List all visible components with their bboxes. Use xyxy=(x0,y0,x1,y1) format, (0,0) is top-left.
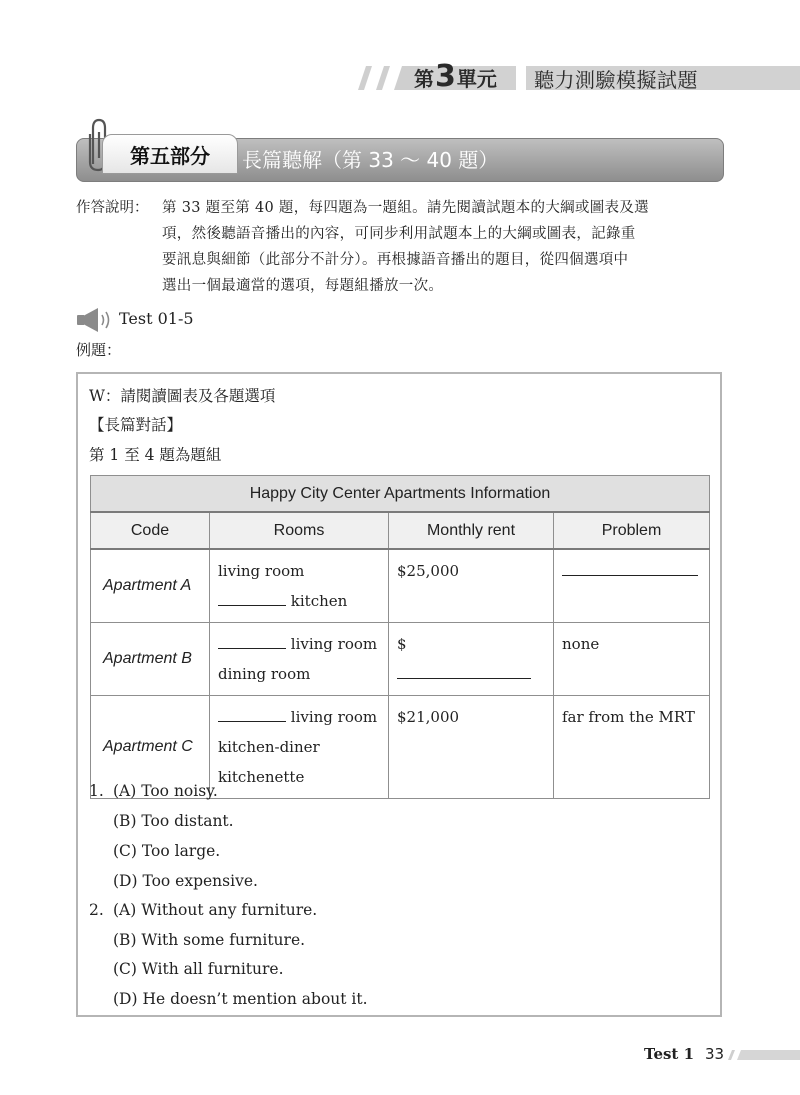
problem-cell: none xyxy=(554,623,710,696)
room-name: living room xyxy=(290,635,378,653)
table-row xyxy=(91,549,710,623)
rent-cell: $25,000 xyxy=(389,549,554,623)
question-number: 2. xyxy=(89,901,104,919)
room-item-with-blank xyxy=(218,629,380,659)
rooms-cell xyxy=(210,623,389,696)
rooms-cell xyxy=(210,696,389,799)
question-number: 1. xyxy=(89,782,104,800)
room-item: dining room xyxy=(218,665,311,683)
column-header: Monthly rent xyxy=(389,512,554,549)
chapter-title: 聽力測驗模擬試題 xyxy=(534,68,698,92)
instructions-line: 項，然後聽語音播出的內容，可同步利用試題本上的大綱或圖表，記錄重 xyxy=(162,226,636,242)
footer-test-label: Test 1 xyxy=(644,1045,695,1063)
problem-cell xyxy=(554,549,710,623)
instructions-line: 選出一個最適當的選項，每題組播放一次。 xyxy=(162,278,444,294)
room-item: kitchenette xyxy=(218,768,305,786)
example-label: 例題： xyxy=(76,341,122,359)
rent-cell xyxy=(389,623,554,696)
answer-blank xyxy=(218,707,286,722)
header-bar-gap xyxy=(516,66,526,90)
unit-number: 3 xyxy=(435,59,456,94)
room-item-with-blank xyxy=(218,702,380,732)
room-name: kitchen xyxy=(290,592,348,610)
room-item-with-blank xyxy=(218,586,380,616)
answer-option: (C) With all furniture. xyxy=(113,960,284,978)
section-title: 長篇聽解（第 33 ～ 40 題） xyxy=(242,148,499,172)
instructions-line: 第 33 題至第 40 題，每四題為一題組。請先閱讀試題本的大綱或圖表及選 xyxy=(162,200,649,216)
unit-suffix: 單元 xyxy=(456,67,497,91)
rooms-cell xyxy=(210,549,389,623)
answer-blank xyxy=(562,561,698,576)
audio-track-label: Test 01-5 xyxy=(119,309,194,328)
table-caption: Happy City Center Apartments Information xyxy=(91,476,710,513)
instructions-label: 作答說明： xyxy=(76,200,149,216)
footer-stripes-decoration xyxy=(728,1050,800,1060)
apartments-table xyxy=(90,475,710,799)
unit-prefix: 第 xyxy=(414,67,434,91)
answer-option: (D) He doesn’t mention about it. xyxy=(113,990,368,1008)
column-header: Problem xyxy=(554,512,710,549)
answer-blank xyxy=(218,591,286,606)
instructions-line: 要訊息與細節（此部分不計分）。再根據語音播出的題目，從四個選項中 xyxy=(162,252,629,268)
speaker-line: W：請閱讀圖表及各題選項 xyxy=(89,387,276,405)
answer-option: (A) Without any furniture. xyxy=(113,901,318,919)
speaker-icon xyxy=(76,308,116,332)
answer-option: (B) Too distant. xyxy=(113,812,234,830)
header-stripes-decoration xyxy=(352,66,420,90)
answer-option: (B) With some furniture. xyxy=(113,931,306,949)
room-item: living room xyxy=(218,562,305,580)
apartment-code: Apartment A xyxy=(91,549,210,623)
answer-blank xyxy=(218,634,286,649)
apartment-code: Apartment B xyxy=(91,623,210,696)
room-item: kitchen-diner xyxy=(218,738,320,756)
room-name: living room xyxy=(290,708,378,726)
question-group-line: 第 1 至 4 題為題組 xyxy=(89,446,222,464)
currency-sign: $ xyxy=(397,635,407,653)
page-number: 33 xyxy=(705,1045,725,1063)
answer-option: (C) Too large. xyxy=(113,842,221,860)
answer-blank xyxy=(397,664,531,679)
column-header: Code xyxy=(91,512,210,549)
dialogue-type: 【長篇對話】 xyxy=(89,416,183,434)
answer-option: (A) Too noisy. xyxy=(113,782,218,800)
column-header: Rooms xyxy=(210,512,389,549)
rent-cell: $21,000 xyxy=(389,696,554,799)
problem-cell: far from the MRT xyxy=(554,696,710,799)
table-row xyxy=(91,623,710,696)
section-tag: 第五部分 xyxy=(102,134,238,174)
unit-label xyxy=(414,59,497,94)
apartment-code: Apartment C xyxy=(91,696,210,799)
answer-option: (D) Too expensive. xyxy=(113,872,258,890)
